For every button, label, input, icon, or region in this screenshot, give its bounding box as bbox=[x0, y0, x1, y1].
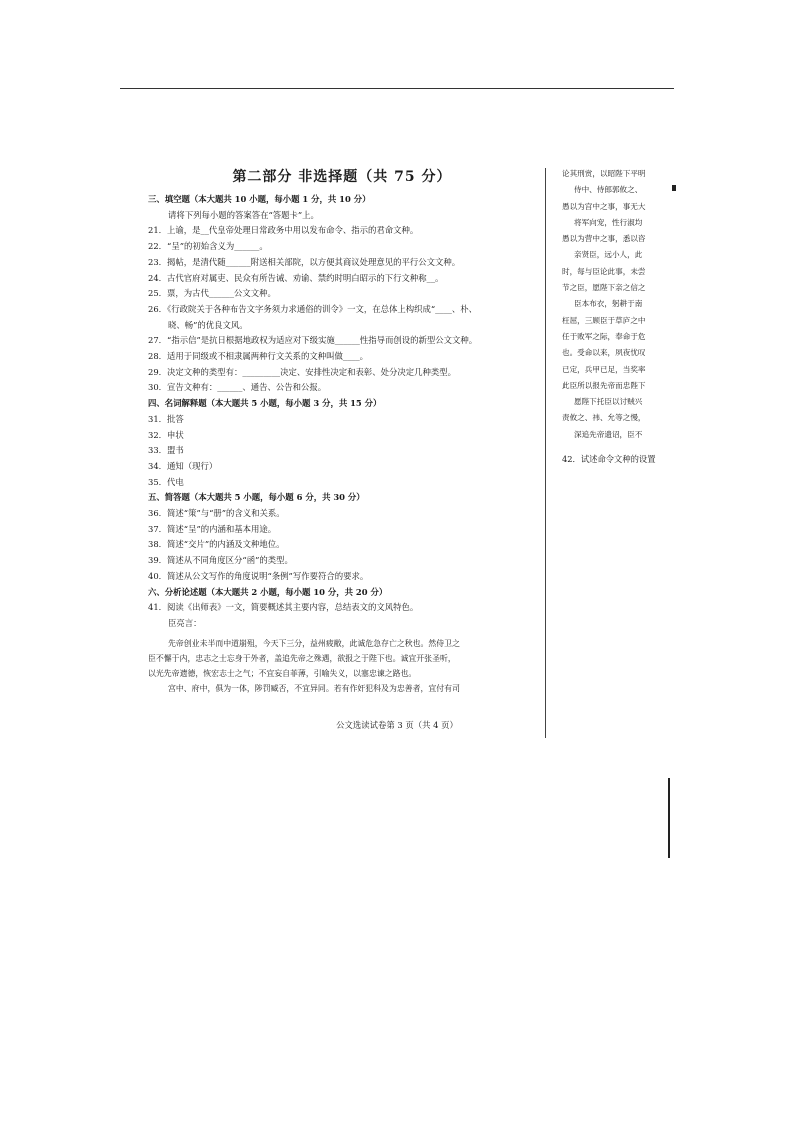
side-passage-line: 已定，兵甲已足，当奖率 bbox=[562, 364, 646, 374]
side-passage-line: 节之臣，愿陛下亲之信之 bbox=[562, 283, 646, 293]
question-line: 21．上谕，是__代皇帝处理日常政务中用以发布命令、指示的君命文种。 bbox=[148, 225, 419, 236]
question-line: 38．简述“交片”的内涵及文种地位。 bbox=[148, 539, 285, 550]
question-line: 三、填空题（本大题共 10 小题，每小题 1 分，共 10 分） bbox=[148, 194, 371, 204]
question-line: 臣亮言： bbox=[168, 617, 202, 628]
classical-passage bbox=[148, 636, 536, 696]
question-line: 29．决定文种的类型有：_________决定、安排性决定和表彰、处分决定几种类型。 bbox=[148, 366, 456, 377]
passage-line: 宫中、府中，俱为一体，陟罚臧否，不宜异同。若有作奸犯科及为忠善者，宜付有司 bbox=[168, 683, 460, 693]
question-42: 42．试述命令文种的设置 bbox=[562, 454, 656, 465]
passage-line: 先帝创业未半而中道崩殂，今天下三分，益州疲敝，此诚危急存亡之秋也。然侍卫之 bbox=[168, 638, 460, 648]
question-line: 27．“指示信”是抗日根据地政权为适应对下级实施______性指导而创设的新型公文文种。 bbox=[148, 335, 478, 346]
question-line: 31．批答 bbox=[148, 413, 184, 424]
passage-line: 以光先帝遗德，恢宏志士之气；不宜妄自菲薄，引喻失义，以塞忠谏之路也。 bbox=[148, 668, 417, 678]
side-passage-line: 侍中、侍郎郭攸之、 bbox=[574, 185, 643, 195]
side-passage-line: 枉屈，三顾臣于草庐之中 bbox=[562, 315, 646, 325]
passage-line: 臣不懈于内，忠志之士忘身于外者，盖追先帝之殊遇，欲报之于陛下也。诚宜开张圣听， bbox=[148, 653, 456, 663]
question-line: 五、简答题（本大题共 5 小题，每小题 6 分，共 30 分） bbox=[148, 492, 365, 503]
question-line: 36．简述“策”与“册”的含义和关系。 bbox=[148, 508, 285, 519]
section-title: 第二部分 非选择题（共 75 分） bbox=[232, 169, 452, 185]
question-list bbox=[148, 192, 536, 632]
side-passage-line: 责攸之、祎、允等之慢， bbox=[562, 413, 646, 423]
side-passage-line: 愚以为宫中之事，事无大 bbox=[562, 201, 646, 211]
side-passage-line: 愚以为营中之事，悉以咨 bbox=[562, 234, 646, 244]
side-passage-line: 臣本布衣，躬耕于南 bbox=[574, 299, 643, 309]
question-line: 32．申状 bbox=[148, 429, 184, 440]
scan-edge-mark bbox=[668, 778, 670, 858]
question-line: 40．简述从公文写作的角度说明“条例”写作要符合的要求。 bbox=[148, 570, 369, 581]
question-line: 35．代电 bbox=[148, 476, 184, 487]
side-passage-line: 此臣所以报先帝而忠陛下 bbox=[562, 380, 646, 390]
side-passage-line: 任于败军之际，奉命于危 bbox=[562, 331, 646, 341]
question-line: 24．古代官府对属吏、民众有所告诫、劝谕、禁约时明白昭示的下行文种称__。 bbox=[148, 272, 444, 283]
question-line: 22．“呈”的初始含义为______。 bbox=[148, 241, 268, 252]
side-passage-line: 时，每与臣论此事，未尝 bbox=[562, 266, 646, 276]
side-passage-line: 愿陛下托臣以讨贼兴 bbox=[574, 397, 643, 407]
side-passage-line: 论其刑赏，以昭陛下平明 bbox=[562, 169, 646, 178]
side-column bbox=[562, 166, 674, 465]
question-line: 四、名词解释题（本大题共 5 小题，每小题 3 分，共 15 分） bbox=[148, 398, 382, 409]
side-passage-line: 也。受命以来，夙夜忧叹 bbox=[562, 348, 646, 358]
question-line: 23．揭帖，是清代随______附送相关部院，以方便其商议处理意见的平行公文文种。 bbox=[148, 256, 461, 267]
question-line: 34．通知（现行） bbox=[148, 460, 218, 471]
question-line: 37．简述“呈”的内涵和基本用途。 bbox=[148, 523, 277, 534]
column-divider bbox=[545, 168, 546, 738]
side-passage-line: 深追先帝遗诏，臣不 bbox=[574, 429, 643, 439]
question-line: 晓、畅”的优良文风。 bbox=[168, 319, 248, 330]
question-line: 39．简述从不同角度区分“函”的类型。 bbox=[148, 555, 293, 566]
side-passage-line: 亲贤臣，远小人，此 bbox=[574, 250, 643, 260]
question-line: 25．票，为古代______公文文种。 bbox=[148, 288, 276, 299]
question-line: 30．宣告文种有：______、通告、公告和公报。 bbox=[148, 382, 327, 393]
top-rule bbox=[120, 88, 674, 89]
side-passage-line: 将军向宠，性行淑均 bbox=[574, 217, 643, 227]
side-passage bbox=[562, 166, 674, 443]
question-line: 请将下列每小题的答案答在“答题卡”上。 bbox=[168, 209, 319, 220]
question-line: 28．适用于同级或不相隶属两种行文关系的文种叫做____。 bbox=[148, 351, 369, 362]
question-line: 33．盟书 bbox=[148, 445, 184, 456]
question-line: 26．《行政院关于各种布告文字务须力求通俗的训令》一文，在总体上构织成“____、朴、 bbox=[148, 303, 477, 314]
question-line: 六、分析论述题（本大题共 2 小题，每小题 10 分，共 20 分） bbox=[148, 586, 388, 597]
page-footer: 公文选读试卷第 3 页（共 4 页） bbox=[336, 720, 458, 730]
main-column bbox=[148, 166, 536, 696]
question-line: 41．阅读《出师表》一文，简要概述其主要内容，总结表文的文风特色。 bbox=[148, 602, 419, 613]
